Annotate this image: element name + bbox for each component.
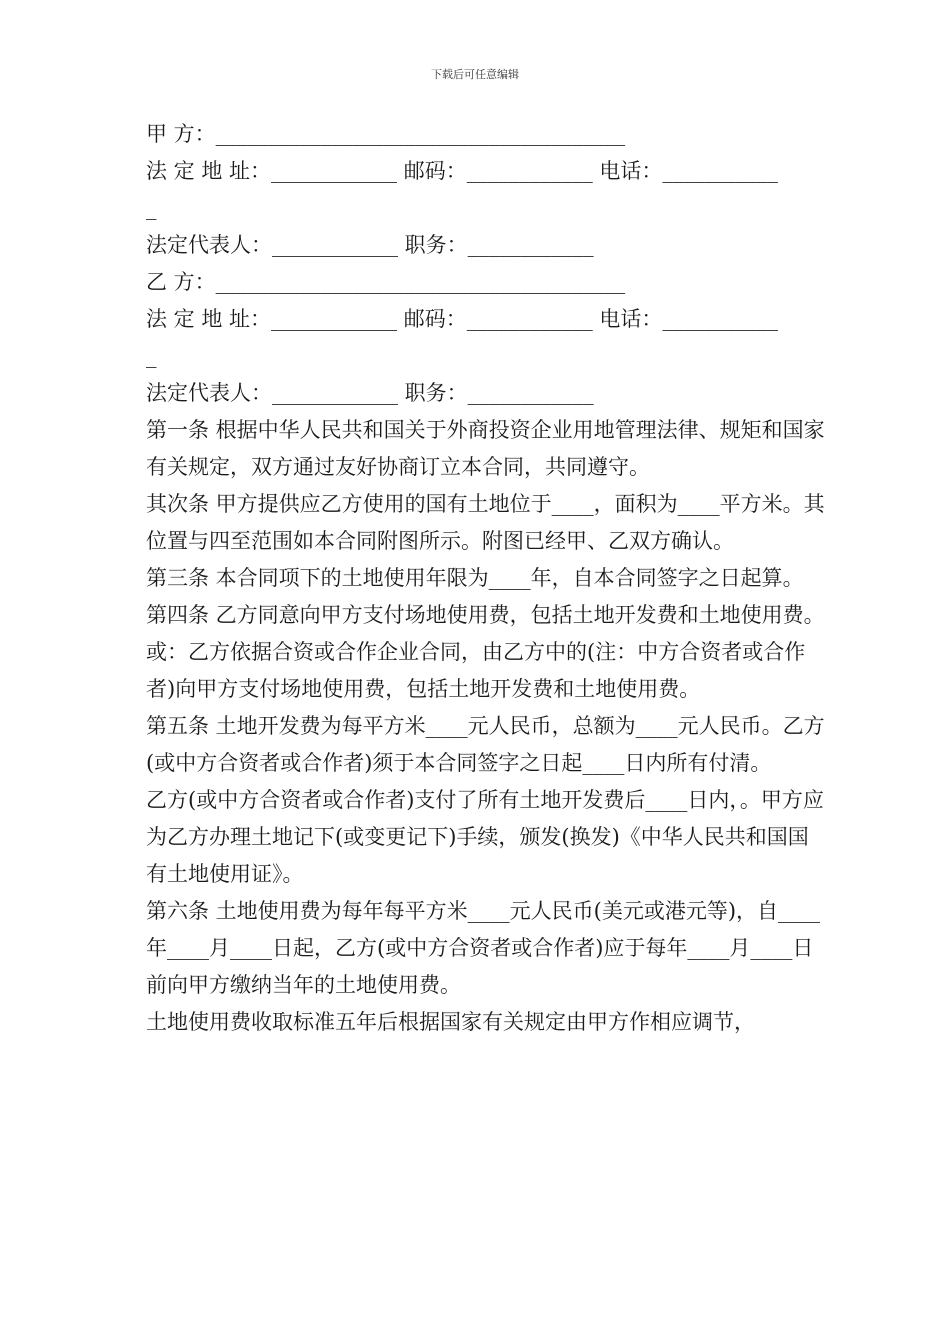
article-5: 第五条 土地开发费为每平方米____元人民币，总额为____元人民币。乙方(或中方合资者或合作者)须于本合同签字之日起____日内所有付清。 [146,714,825,775]
party-a-line: 甲 方：_______________________________________ [146,122,626,146]
party-a-representative-line: 法定代表人：____________ 职务：____________ [146,233,594,257]
party-b-line: 乙 方：_______________________________________ [146,270,626,294]
article-6-continued: 土地使用费收取标准五年后根据国家有关规定由甲方作相应调节， [146,1010,755,1034]
party-a-address-line: 法 定 地 址：____________ 邮码：____________ 电话：___________ [146,159,778,183]
article-2: 其次条 甲方提供应乙方使用的国有土地位于____，面积为____平方米。其位置与四至范围如本合同附图所示。附图已经甲、乙双方确认。 [146,492,825,553]
article-6: 第六条 土地使用费为每年每平方米____元人民币(美元或港元等)，自____年____月____日起，乙方(或中方合资者或合作者)应于每年____月____日前向甲方缴纳当年的土地使用费。 [146,899,821,997]
article-5-continued: 乙方(或中方合资者或合作者)支付了所有土地开发费后____日内，。甲方应为乙方办理土地记下(或变更记下)手续，颁发(换发)《中华人民共和国国有土地使用证》。 [146,788,824,886]
party-a-address-overflow: _ [146,196,157,220]
page-header: 下载后可任意编辑 [431,68,519,81]
party-b-representative-line: 法定代表人：____________ 职务：____________ [146,381,594,405]
article-4: 第四条 乙方同意向甲方支付场地使用费，包括土地开发费和土地使用费。或：乙方依据合资或合作企业合同，由乙方中的(注：中方合资者或合作者)向甲方支付场地使用费，包括土地开发费和土地使用费。 [146,603,825,701]
party-b-address-line: 法 定 地 址：____________ 邮码：____________ 电话：___________ [146,307,778,331]
article-1: 第一条 根据中华人民共和国关于外商投资企业用地管理法律、规矩和国家有关规定，双方通过友好协商订立本合同，共同遵守。 [146,418,825,479]
article-3: 第三条 本合同项下的土地使用年限为____年，自本合同签字之日起算。 [146,566,804,590]
party-b-address-overflow: _ [146,344,157,368]
contract-body [146,116,826,1041]
